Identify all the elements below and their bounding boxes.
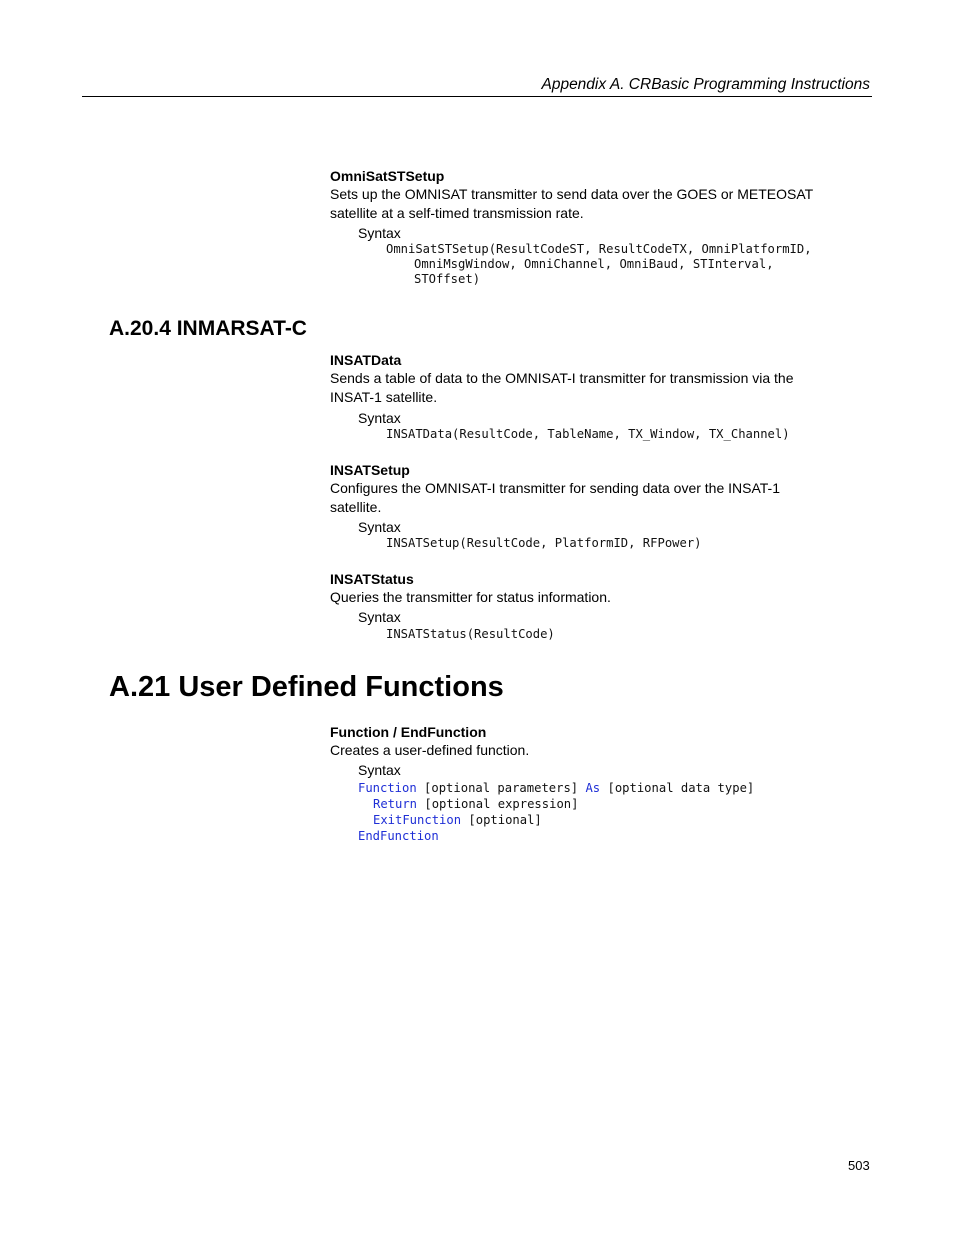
- function-code-line2: [373, 797, 578, 813]
- function-line3-optional: [optional]: [461, 813, 542, 827]
- insatdata-heading: INSATData: [330, 352, 402, 368]
- omnisat-heading: OmniSatSTSetup: [330, 168, 445, 184]
- keyword-function: Function: [358, 781, 417, 795]
- insatsetup-syntax-label: Syntax: [358, 519, 401, 535]
- section-a20-4-heading: A.20.4 INMARSAT-C: [109, 317, 307, 340]
- function-line1-params: [optional parameters]: [416, 781, 586, 795]
- keyword-return: Return: [373, 797, 418, 811]
- insatdata-desc-line1: Sends a table of data to the OMNISAT-I transmitter for transmission via the: [330, 370, 794, 386]
- insatstatus-code: INSATStatus(ResultCode): [386, 627, 555, 641]
- section-a21-heading: A.21 User Defined Functions: [109, 671, 504, 703]
- omnisat-code-line1: OmniSatSTSetup(ResultCodeST, ResultCodeTX, OmniPlatformID,: [386, 242, 812, 256]
- insatstatus-syntax-label: Syntax: [358, 609, 401, 625]
- page-header: [82, 76, 872, 97]
- keyword-exitfunction: ExitFunction: [373, 813, 462, 827]
- function-desc-line1: Creates a user-defined function.: [330, 742, 530, 758]
- insatdata-desc-line2: INSAT-1 satellite.: [330, 389, 438, 405]
- omnisat-syntax-label: Syntax: [358, 225, 401, 241]
- insatsetup-heading: INSATSetup: [330, 462, 410, 478]
- insatsetup-desc-line2: satellite.: [330, 499, 382, 515]
- function-code-line1: [358, 781, 754, 797]
- keyword-endfunction: EndFunction: [358, 829, 439, 843]
- insatdata-code: INSATData(ResultCode, TableName, TX_Window, TX_Channel): [386, 427, 790, 441]
- header-title: Appendix A. CRBasic Programming Instructions: [541, 76, 870, 93]
- keyword-as: As: [585, 781, 601, 795]
- omnisat-desc-line1: Sets up the OMNISAT transmitter to send data over the GOES or METEOSAT: [330, 186, 814, 202]
- insatstatus-desc-line1: Queries the transmitter for status information.: [330, 589, 611, 605]
- function-code-line3: [373, 813, 542, 829]
- insatstatus-heading: INSATStatus: [330, 571, 414, 587]
- function-heading: Function / EndFunction: [330, 724, 487, 740]
- omnisat-code-line2: OmniMsgWindow, OmniChannel, OmniBaud, STInterval,: [414, 257, 774, 271]
- omnisat-code-line3: STOffset): [414, 272, 481, 286]
- function-line1-type: [optional data type]: [600, 781, 755, 795]
- function-syntax-label: Syntax: [358, 762, 401, 778]
- function-code-line4: [358, 829, 439, 845]
- function-line2-expr: [optional expression]: [417, 797, 579, 811]
- insatdata-syntax-label: Syntax: [358, 410, 401, 426]
- insatsetup-desc-line1: Configures the OMNISAT-I transmitter for sending data over the INSAT-1: [330, 480, 781, 496]
- page-number: 503: [848, 1158, 870, 1173]
- insatsetup-code: INSATSetup(ResultCode, PlatformID, RFPower): [386, 536, 702, 550]
- omnisat-desc-line2: satellite at a self-timed transmission rate.: [330, 205, 584, 221]
